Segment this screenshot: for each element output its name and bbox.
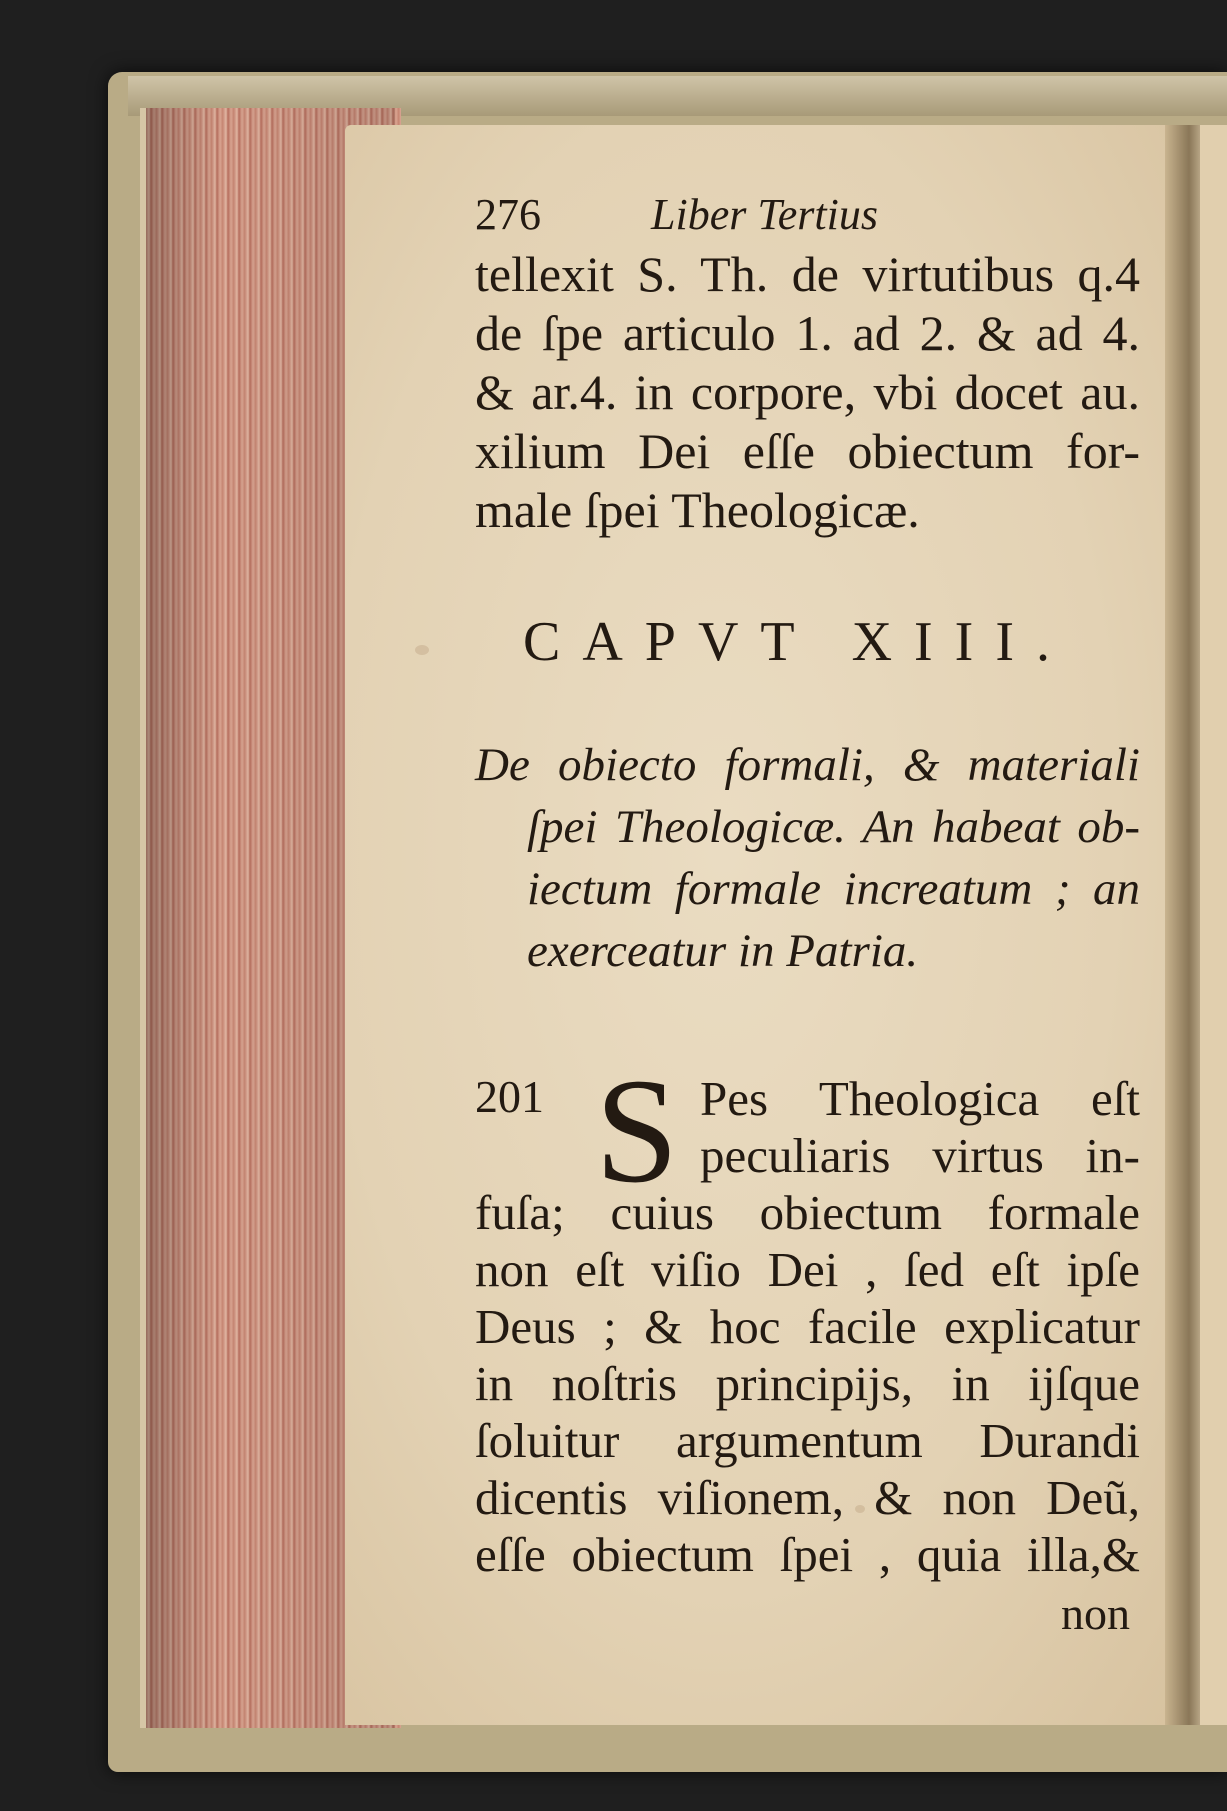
intro-text <box>475 245 1140 540</box>
page-text <box>475 185 1140 1640</box>
foxing-spot <box>415 645 429 655</box>
chapter-heading: CAPVT XIII. <box>523 611 1072 673</box>
summary-line: exerceatur in Patria. <box>527 925 919 977</box>
text-line: tellexit S. Th. de virtutibus q.4 <box>475 246 1140 302</box>
chapter-summary <box>475 734 1140 982</box>
summary-line: De obiecto formali, & materiali <box>475 739 1140 791</box>
text-line: & ar.4. in corpore, vbi docet au. <box>475 364 1140 420</box>
paragraph-line: fuſa; cuius obiectum formale <box>475 1185 1140 1240</box>
paragraph-line: peculiaris virtus in- <box>700 1128 1140 1183</box>
facing-page-edge <box>1200 125 1227 1725</box>
paragraph-line: non eſt viſio Dei , ſed eſt ipſe <box>475 1242 1140 1297</box>
paragraph-line: dicentis viſionem, & non Deũ, <box>475 1470 1140 1525</box>
text-line: xilium Dei eſſe obiectum for- <box>475 423 1140 479</box>
running-head <box>475 185 1140 245</box>
page-number: 276 <box>475 190 541 239</box>
catchword: non <box>1061 1588 1130 1639</box>
summary-line: ſpei Theologicæ. An habeat ob- <box>527 801 1140 853</box>
paragraph-line: Pes Theologica eſt <box>700 1071 1140 1126</box>
paragraph-line: Deus ; & hoc facile explicatur <box>475 1299 1140 1354</box>
paragraph-201 <box>475 1048 1140 1583</box>
summary-line: iectum formale increatum ; an <box>527 863 1140 915</box>
paragraph-line: in noſtris principijs, in ijſque <box>475 1356 1140 1411</box>
running-title: Liber Tertius <box>651 190 879 239</box>
paragraph-line: ſoluitur argumentum Durandi <box>475 1413 1140 1468</box>
paragraph-line: eſſe obiectum ſpei , quia illa,& <box>475 1527 1140 1582</box>
text-line: male ſpei Theologicæ. <box>475 482 920 538</box>
text-line: de ſpe articulo 1. ad 2. & ad 4. <box>475 305 1140 361</box>
book-gutter <box>1165 125 1205 1725</box>
paragraph-number: 201 <box>475 1071 544 1122</box>
drop-cap: S <box>595 1048 679 1214</box>
